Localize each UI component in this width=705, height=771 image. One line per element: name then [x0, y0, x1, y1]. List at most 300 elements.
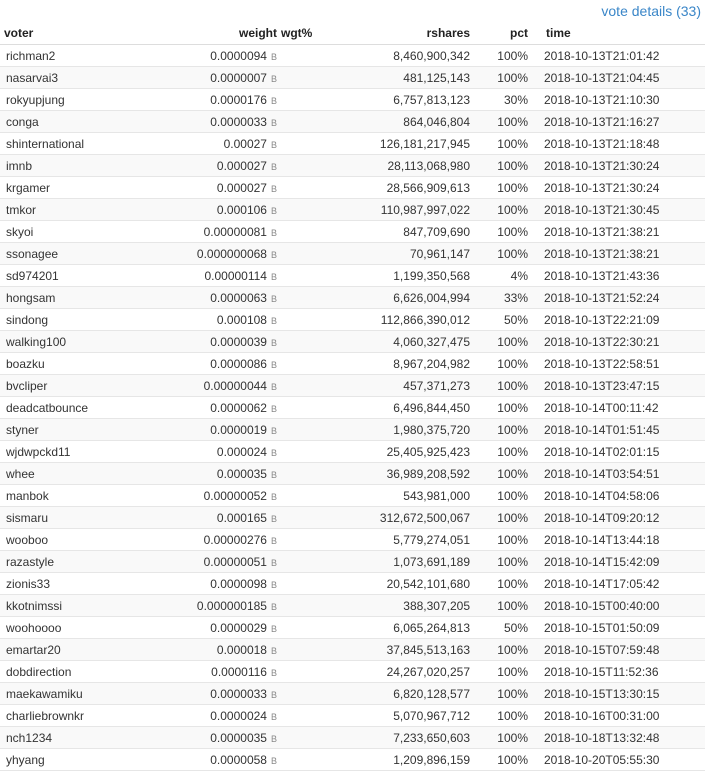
weight-unit: B [270, 425, 277, 436]
table-row [0, 441, 705, 463]
weight-unit: B [270, 469, 277, 480]
weight-value: 0.0000039 [210, 334, 267, 349]
table-row [0, 463, 705, 485]
weight-unit: B [270, 491, 277, 502]
rshares-cell: 70,961,147 [326, 243, 470, 265]
rshares-cell: 864,046,804 [326, 111, 470, 133]
weight-cell [154, 749, 277, 771]
table-body [0, 45, 705, 771]
weight-cell [154, 617, 277, 639]
wgt-pct-cell [277, 749, 326, 771]
time-cell: 2018-10-14T15:42:09 [528, 551, 705, 573]
rshares-cell: 5,779,274,051 [326, 529, 470, 551]
table-row [0, 397, 705, 419]
voter-cell[interactable]: kkotnimssi [0, 595, 154, 617]
weight-cell [154, 67, 277, 89]
pct-cell: 100% [470, 705, 528, 727]
voter-cell[interactable]: richman2 [0, 45, 154, 67]
table-row [0, 683, 705, 705]
rshares-cell: 1,980,375,720 [326, 419, 470, 441]
weight-cell [154, 397, 277, 419]
rshares-cell: 126,181,217,945 [326, 133, 470, 155]
wgt-pct-cell [277, 243, 326, 265]
voter-cell[interactable]: sismaru [0, 507, 154, 529]
time-cell: 2018-10-20T05:55:30 [528, 749, 705, 771]
weight-value: 0.0000098 [210, 576, 267, 591]
weight-value: 0.0000029 [210, 620, 267, 635]
weight-value: 0.000027 [216, 158, 267, 173]
weight-value: 0.0000007 [210, 70, 267, 85]
voter-cell[interactable]: tmkor [0, 199, 154, 221]
wgt-pct-cell [277, 661, 326, 683]
pct-cell: 100% [470, 177, 528, 199]
time-cell: 2018-10-13T21:30:24 [528, 155, 705, 177]
voter-cell[interactable]: imnb [0, 155, 154, 177]
weight-cell [154, 287, 277, 309]
voter-cell[interactable]: boazku [0, 353, 154, 375]
time-cell: 2018-10-15T13:30:15 [528, 683, 705, 705]
weight-value: 0.00000276 [203, 532, 267, 547]
rshares-cell: 24,267,020,257 [326, 661, 470, 683]
time-cell: 2018-10-13T21:38:21 [528, 243, 705, 265]
table-row [0, 89, 705, 111]
pct-cell: 30% [470, 89, 528, 111]
weight-cell [154, 133, 277, 155]
column-header-wgt-pct[interactable]: wgt% [277, 22, 326, 45]
voter-cell[interactable]: charliebrownkr [0, 705, 154, 727]
weight-cell [154, 463, 277, 485]
rshares-cell: 847,709,690 [326, 221, 470, 243]
pct-cell: 100% [470, 507, 528, 529]
wgt-pct-cell [277, 287, 326, 309]
pct-cell: 100% [470, 155, 528, 177]
column-header-pct[interactable]: pct [470, 22, 528, 45]
weight-unit: B [270, 579, 277, 590]
votes-table [0, 22, 705, 771]
table-row [0, 551, 705, 573]
table-row [0, 375, 705, 397]
table-row [0, 705, 705, 727]
voter-cell[interactable]: krgamer [0, 177, 154, 199]
rshares-cell: 5,070,967,712 [326, 705, 470, 727]
weight-value: 0.0000063 [210, 290, 267, 305]
time-cell: 2018-10-14T13:44:18 [528, 529, 705, 551]
voter-cell[interactable]: conga [0, 111, 154, 133]
wgt-pct-cell [277, 595, 326, 617]
wgt-pct-cell [277, 45, 326, 67]
weight-unit: B [270, 447, 277, 458]
pct-cell: 100% [470, 45, 528, 67]
weight-unit: B [270, 271, 277, 282]
wgt-pct-cell [277, 199, 326, 221]
pct-cell: 100% [470, 67, 528, 89]
pct-cell: 100% [470, 199, 528, 221]
weight-cell [154, 683, 277, 705]
time-cell: 2018-10-14T04:58:06 [528, 485, 705, 507]
time-cell: 2018-10-13T22:21:09 [528, 309, 705, 331]
time-cell: 2018-10-13T21:43:36 [528, 265, 705, 287]
table-row [0, 67, 705, 89]
weight-value: 0.00000114 [204, 268, 267, 283]
weight-value: 0.00000052 [203, 488, 267, 503]
weight-cell [154, 45, 277, 67]
weight-cell [154, 265, 277, 287]
wgt-pct-cell [277, 67, 326, 89]
table-row [0, 595, 705, 617]
rshares-cell: 312,672,500,067 [326, 507, 470, 529]
wgt-pct-cell [277, 133, 326, 155]
weight-unit: B [270, 117, 277, 128]
weight-cell [154, 507, 277, 529]
wgt-pct-cell [277, 683, 326, 705]
wgt-pct-cell [277, 573, 326, 595]
time-cell: 2018-10-14T02:01:15 [528, 441, 705, 463]
weight-unit: B [270, 733, 277, 744]
pct-cell: 100% [470, 397, 528, 419]
weight-unit: B [270, 337, 277, 348]
weight-value: 0.000024 [216, 444, 267, 459]
pct-cell: 100% [470, 529, 528, 551]
weight-unit: B [270, 161, 277, 172]
wgt-pct-cell [277, 353, 326, 375]
weight-cell [154, 551, 277, 573]
rshares-cell: 388,307,205 [326, 595, 470, 617]
weight-unit: B [270, 623, 277, 634]
table-row [0, 507, 705, 529]
pct-cell: 100% [470, 353, 528, 375]
wgt-pct-cell [277, 177, 326, 199]
weight-value: 0.00000044 [203, 378, 267, 393]
time-cell: 2018-10-13T21:01:42 [528, 45, 705, 67]
pct-cell: 100% [470, 419, 528, 441]
weight-cell [154, 375, 277, 397]
rshares-cell: 6,820,128,577 [326, 683, 470, 705]
table-row [0, 529, 705, 551]
table-row [0, 243, 705, 265]
rshares-cell: 25,405,925,423 [326, 441, 470, 463]
table-row [0, 617, 705, 639]
voter-cell[interactable]: styner [0, 419, 154, 441]
pct-cell: 100% [470, 243, 528, 265]
weight-value: 0.0000033 [210, 686, 267, 701]
rshares-cell: 457,371,273 [326, 375, 470, 397]
weight-cell [154, 89, 277, 111]
pct-cell: 100% [470, 463, 528, 485]
time-cell: 2018-10-13T21:10:30 [528, 89, 705, 111]
rshares-cell: 1,073,691,189 [326, 551, 470, 573]
wgt-pct-cell [277, 265, 326, 287]
rshares-cell: 8,460,900,342 [326, 45, 470, 67]
wgt-pct-cell [277, 441, 326, 463]
time-cell: 2018-10-13T21:30:24 [528, 177, 705, 199]
rshares-cell: 110,987,997,022 [326, 199, 470, 221]
weight-value: 0.000106 [216, 202, 267, 217]
column-header-time[interactable]: time [528, 22, 705, 45]
voter-cell[interactable]: deadcatbounce [0, 397, 154, 419]
weight-unit: B [270, 293, 277, 304]
weight-cell [154, 353, 277, 375]
column-header-weight[interactable]: weight [154, 22, 277, 45]
voter-cell[interactable]: nch1234 [0, 727, 154, 749]
rshares-cell: 28,113,068,980 [326, 155, 470, 177]
table-row [0, 661, 705, 683]
weight-value: 0.000035 [216, 466, 267, 481]
time-cell: 2018-10-13T21:16:27 [528, 111, 705, 133]
pct-cell: 100% [470, 441, 528, 463]
wgt-pct-cell [277, 331, 326, 353]
wgt-pct-cell [277, 617, 326, 639]
voter-cell[interactable]: skyoi [0, 221, 154, 243]
weight-unit: B [270, 667, 277, 678]
voter-cell[interactable]: nasarvai3 [0, 67, 154, 89]
time-cell: 2018-10-14T00:11:42 [528, 397, 705, 419]
voter-cell[interactable]: hongsam [0, 287, 154, 309]
table-row [0, 133, 705, 155]
weight-cell [154, 485, 277, 507]
pct-cell: 33% [470, 287, 528, 309]
time-cell: 2018-10-13T21:30:45 [528, 199, 705, 221]
column-header-rshares[interactable]: rshares [326, 22, 470, 45]
table-row [0, 199, 705, 221]
voter-cell[interactable]: razastyle [0, 551, 154, 573]
wgt-pct-cell [277, 529, 326, 551]
wgt-pct-cell [277, 89, 326, 111]
pct-cell: 100% [470, 749, 528, 771]
voter-cell[interactable]: wooboo [0, 529, 154, 551]
table-row [0, 177, 705, 199]
table-row [0, 727, 705, 749]
weight-value: 0.0000116 [211, 664, 267, 679]
voter-cell[interactable]: zionis33 [0, 573, 154, 595]
weight-value: 0.0000176 [210, 92, 267, 107]
wgt-pct-cell [277, 463, 326, 485]
voter-cell[interactable]: bvcliper [0, 375, 154, 397]
weight-value: 0.000018 [216, 642, 267, 657]
weight-cell [154, 221, 277, 243]
wgt-pct-cell [277, 221, 326, 243]
table-row [0, 573, 705, 595]
weight-unit: B [270, 183, 277, 194]
time-cell: 2018-10-15T07:59:48 [528, 639, 705, 661]
wgt-pct-cell [277, 397, 326, 419]
weight-unit: B [270, 689, 277, 700]
weight-unit: B [270, 227, 277, 238]
time-cell: 2018-10-15T11:52:36 [528, 661, 705, 683]
voter-cell[interactable]: walking100 [0, 331, 154, 353]
weight-value: 0.000108 [216, 312, 267, 327]
rshares-cell: 543,981,000 [326, 485, 470, 507]
weight-cell [154, 529, 277, 551]
voter-cell[interactable]: dobdirection [0, 661, 154, 683]
pct-cell: 100% [470, 331, 528, 353]
weight-value: 0.00000051 [203, 554, 267, 569]
weight-unit: B [270, 139, 277, 150]
weight-value: 0.0000086 [210, 356, 267, 371]
table-row [0, 639, 705, 661]
column-header-voter[interactable]: voter [0, 22, 154, 45]
weight-cell [154, 309, 277, 331]
time-cell: 2018-10-18T13:32:48 [528, 727, 705, 749]
weight-unit: B [270, 645, 277, 656]
weight-unit: B [270, 95, 277, 106]
pct-cell: 100% [470, 683, 528, 705]
voter-cell[interactable]: sindong [0, 309, 154, 331]
pct-cell: 100% [470, 727, 528, 749]
weight-unit: B [270, 381, 277, 392]
pct-cell: 100% [470, 485, 528, 507]
weight-value: 0.00027 [223, 136, 267, 151]
time-cell: 2018-10-13T22:58:51 [528, 353, 705, 375]
voter-cell[interactable]: maekawamiku [0, 683, 154, 705]
wgt-pct-cell [277, 507, 326, 529]
weight-unit: B [270, 249, 277, 260]
time-cell: 2018-10-15T01:50:09 [528, 617, 705, 639]
weight-unit: B [270, 755, 277, 766]
time-cell: 2018-10-13T21:18:48 [528, 133, 705, 155]
time-cell: 2018-10-14T01:51:45 [528, 419, 705, 441]
rshares-cell: 1,209,896,159 [326, 749, 470, 771]
weight-value: 0.000000068 [196, 246, 267, 261]
table-row [0, 353, 705, 375]
pct-cell: 100% [470, 551, 528, 573]
rshares-cell: 20,542,101,680 [326, 573, 470, 595]
wgt-pct-cell [277, 155, 326, 177]
voter-cell[interactable]: manbok [0, 485, 154, 507]
top-bar [0, 0, 705, 22]
weight-cell [154, 441, 277, 463]
table-row [0, 155, 705, 177]
weight-cell [154, 595, 277, 617]
weight-cell [154, 331, 277, 353]
rshares-cell: 7,233,650,603 [326, 727, 470, 749]
weight-unit: B [270, 359, 277, 370]
weight-cell [154, 639, 277, 661]
pct-cell: 100% [470, 375, 528, 397]
voter-cell[interactable]: yhyang [0, 749, 154, 771]
weight-cell [154, 199, 277, 221]
time-cell: 2018-10-13T22:30:21 [528, 331, 705, 353]
vote-details-link[interactable]: vote details (33) [601, 3, 701, 19]
table-row [0, 221, 705, 243]
wgt-pct-cell [277, 551, 326, 573]
wgt-pct-cell [277, 705, 326, 727]
time-cell: 2018-10-15T00:40:00 [528, 595, 705, 617]
weight-cell [154, 661, 277, 683]
weight-value: 0.0000062 [210, 400, 267, 415]
time-cell: 2018-10-16T00:31:00 [528, 705, 705, 727]
weight-value: 0.00000081 [203, 224, 267, 239]
pct-cell: 100% [470, 595, 528, 617]
weight-value: 0.0000035 [210, 730, 267, 745]
table-row [0, 287, 705, 309]
pct-cell: 50% [470, 617, 528, 639]
time-cell: 2018-10-13T23:47:15 [528, 375, 705, 397]
time-cell: 2018-10-14T09:20:12 [528, 507, 705, 529]
weight-unit: B [270, 535, 277, 546]
wgt-pct-cell [277, 485, 326, 507]
pct-cell: 100% [470, 661, 528, 683]
weight-cell [154, 111, 277, 133]
weight-cell [154, 155, 277, 177]
weight-value: 0.0000094 [210, 48, 267, 63]
voter-cell[interactable]: whee [0, 463, 154, 485]
voter-cell[interactable]: sd974201 [0, 265, 154, 287]
weight-value: 0.000000185 [196, 598, 267, 613]
weight-unit: B [270, 601, 277, 612]
weight-cell [154, 243, 277, 265]
rshares-cell: 28,566,909,613 [326, 177, 470, 199]
weight-unit: B [270, 513, 277, 524]
voter-cell[interactable]: woohoooo [0, 617, 154, 639]
table-row [0, 45, 705, 67]
table-row [0, 485, 705, 507]
rshares-cell: 1,199,350,568 [326, 265, 470, 287]
weight-unit: B [270, 403, 277, 414]
rshares-cell: 481,125,143 [326, 67, 470, 89]
weight-value: 0.000165 [216, 510, 267, 525]
rshares-cell: 6,626,004,994 [326, 287, 470, 309]
weight-unit: B [270, 557, 277, 568]
rshares-cell: 8,967,204,982 [326, 353, 470, 375]
wgt-pct-cell [277, 375, 326, 397]
weight-cell [154, 419, 277, 441]
pct-cell: 100% [470, 133, 528, 155]
weight-value: 0.0000058 [210, 752, 267, 767]
time-cell: 2018-10-14T17:05:42 [528, 573, 705, 595]
pct-cell: 100% [470, 573, 528, 595]
wgt-pct-cell [277, 111, 326, 133]
voter-cell[interactable]: shinternational [0, 133, 154, 155]
wgt-pct-cell [277, 727, 326, 749]
table-row [0, 265, 705, 287]
time-cell: 2018-10-14T03:54:51 [528, 463, 705, 485]
wgt-pct-cell [277, 639, 326, 661]
rshares-cell: 6,496,844,450 [326, 397, 470, 419]
weight-unit: B [270, 315, 277, 326]
wgt-pct-cell [277, 419, 326, 441]
pct-cell: 50% [470, 309, 528, 331]
voter-cell[interactable]: ssonagee [0, 243, 154, 265]
pct-cell: 4% [470, 265, 528, 287]
rshares-cell: 37,845,513,163 [326, 639, 470, 661]
weight-value: 0.0000024 [210, 708, 267, 723]
weight-unit: B [270, 205, 277, 216]
rshares-cell: 6,757,813,123 [326, 89, 470, 111]
pct-cell: 100% [470, 639, 528, 661]
weight-cell [154, 727, 277, 749]
pct-cell: 100% [470, 111, 528, 133]
weight-cell [154, 573, 277, 595]
weight-unit: B [270, 51, 277, 62]
weight-unit: B [270, 711, 277, 722]
voter-cell[interactable]: rokyupjung [0, 89, 154, 111]
voter-cell[interactable]: emartar20 [0, 639, 154, 661]
table-row [0, 309, 705, 331]
rshares-cell: 6,065,264,813 [326, 617, 470, 639]
table-header-row [0, 22, 705, 45]
weight-cell [154, 705, 277, 727]
weight-value: 0.000027 [216, 180, 267, 195]
table-row [0, 749, 705, 771]
rshares-cell: 36,989,208,592 [326, 463, 470, 485]
rshares-cell: 112,866,390,012 [326, 309, 470, 331]
voter-cell[interactable]: wjdwpckd11 [0, 441, 154, 463]
time-cell: 2018-10-13T21:52:24 [528, 287, 705, 309]
table-row [0, 419, 705, 441]
weight-value: 0.0000019 [210, 422, 267, 437]
rshares-cell: 4,060,327,475 [326, 331, 470, 353]
weight-cell [154, 177, 277, 199]
